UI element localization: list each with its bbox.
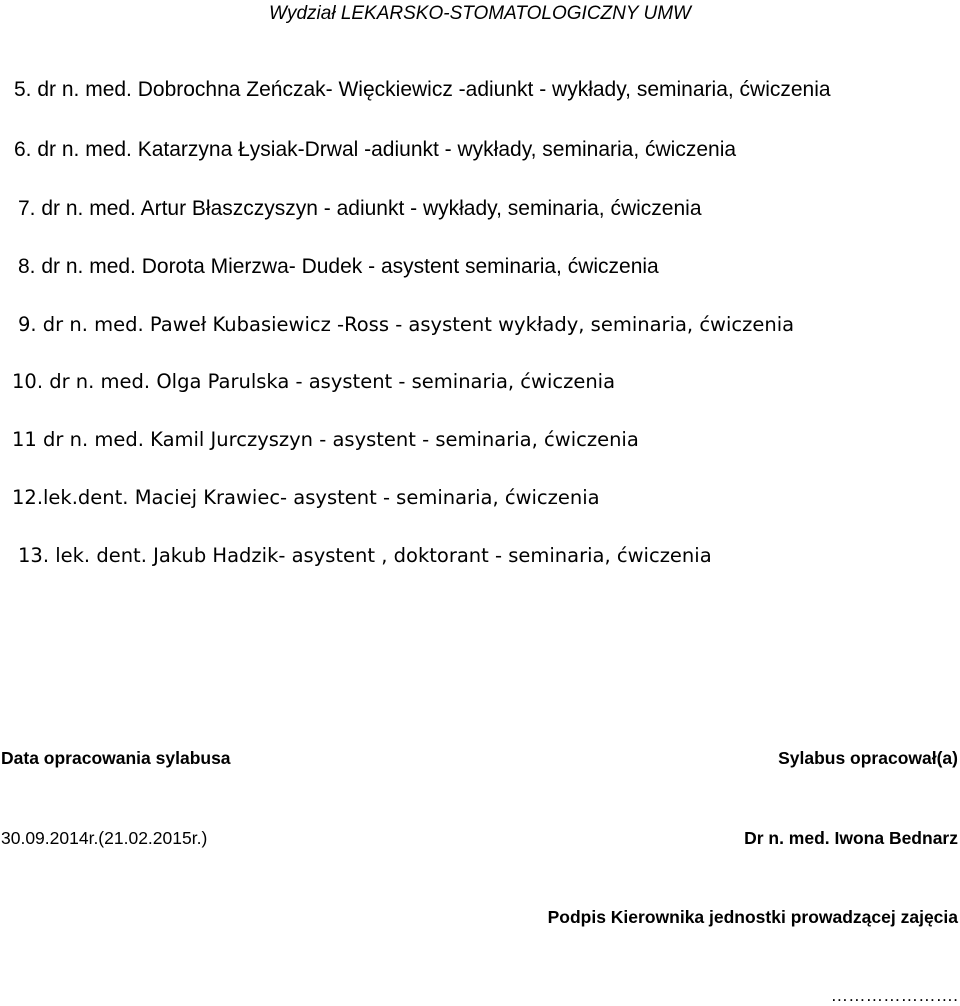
staff-item-8: 8. dr n. med. Dorota Mierzwa- Dudek - asystent seminaria, ćwiczenia	[18, 255, 659, 278]
staff-item-6: 6. dr n. med. Katarzyna Łysiak-Drwal -adiunkt - wykłady, seminaria, ćwiczenia	[14, 138, 737, 161]
staff-item-12: 12.lek.dent. Maciej Krawiec- asystent - seminaria, ćwiczenia	[12, 486, 600, 509]
staff-item-7: 7. dr n. med. Artur Błaszczyszyn - adiunkt - wykłady, seminaria, ćwiczenia	[18, 197, 702, 220]
head-signature-label: Podpis Kierownika jednostki prowadzącej zajęcia	[547, 907, 958, 927]
syllabus-date-value: 30.09.2014r.(21.02.2015r.)	[1, 828, 208, 848]
staff-item-5: 5. dr n. med. Dobrochna Zeńczak- Więckiewicz -adiunkt - wykłady, seminaria, ćwiczenia	[14, 78, 831, 101]
staff-item-13: 13. lek. dent. Jakub Hadzik- asystent , doktorant - seminaria, ćwiczenia	[18, 544, 712, 567]
syllabus-author-value: Dr n. med. Iwona Bednarz	[744, 828, 958, 848]
syllabus-date-label: Data opracowania sylabusa	[1, 748, 231, 768]
staff-item-11: 11 dr n. med. Kamil Jurczyszyn - asystent - seminaria, ćwiczenia	[12, 428, 639, 451]
staff-item-10: 10. dr n. med. Olga Parulska - asystent - seminaria, ćwiczenia	[12, 370, 616, 393]
faculty-header: Wydział LEKARSKO-STOMATOLOGICZNY UMW	[269, 3, 691, 24]
staff-item-9: 9. dr n. med. Paweł Kubasiewicz -Ross - asystent wykłady, seminaria, ćwiczenia	[18, 313, 795, 336]
signature-line: ………………….	[830, 985, 958, 1005]
syllabus-author-label: Sylabus opracował(a)	[778, 748, 958, 768]
